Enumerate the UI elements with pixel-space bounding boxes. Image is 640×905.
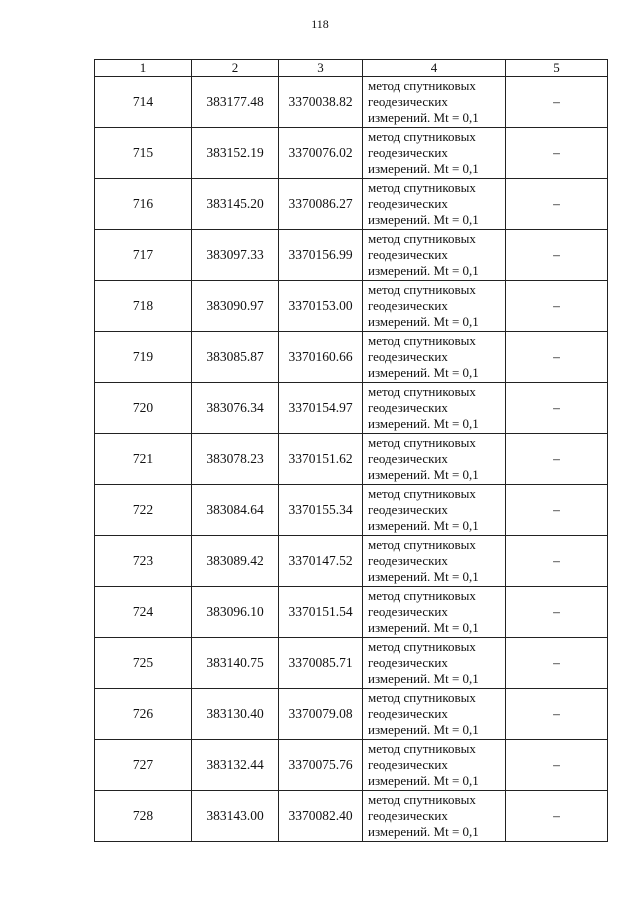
column-5-cell: – [506,485,608,536]
y-coordinate-cell: 3370151.62 [279,434,363,485]
method-line: геодезических [368,757,448,772]
method-line: геодезических [368,196,448,211]
column-5-cell: – [506,281,608,332]
column-5-cell: – [506,383,608,434]
method-line: метод спутниковых [368,384,476,399]
table-row [95,128,608,179]
x-coordinate-cell: 383089.42 [192,536,279,587]
y-coordinate-cell: 3370154.97 [279,383,363,434]
column-5-cell: – [506,740,608,791]
method-line: измерений. Mt = 0,1 [368,263,479,278]
method-line: геодезических [368,94,448,109]
point-number-cell: 721 [95,434,192,485]
table-row [95,77,608,128]
method-line: метод спутниковых [368,231,476,246]
method-line: геодезических [368,145,448,160]
method-line: геодезических [368,553,448,568]
method-line: метод спутниковых [368,486,476,501]
page-number: 118 [311,17,329,31]
x-coordinate-cell: 383143.00 [192,791,279,842]
point-number-cell: 726 [95,689,192,740]
table-body [95,77,608,842]
method-cell [363,230,506,281]
x-coordinate-cell: 383132.44 [192,740,279,791]
method-line: измерений. Mt = 0,1 [368,110,479,125]
method-line: измерений. Mt = 0,1 [368,569,479,584]
method-line: измерений. Mt = 0,1 [368,416,479,431]
method-line: метод спутниковых [368,588,476,603]
table-row [95,179,608,230]
method-line: геодезических [368,655,448,670]
method-line: измерений. Mt = 0,1 [368,467,479,482]
method-line: геодезических [368,706,448,721]
method-cell [363,383,506,434]
method-line: измерений. Mt = 0,1 [368,365,479,380]
method-line: метод спутниковых [368,78,476,93]
method-cell [363,587,506,638]
point-number-cell: 725 [95,638,192,689]
x-coordinate-cell: 383130.40 [192,689,279,740]
header-cell-3: 3 [279,60,363,77]
method-line: измерений. Mt = 0,1 [368,620,479,635]
y-coordinate-cell: 3370075.76 [279,740,363,791]
method-line: геодезических [368,808,448,823]
point-number-cell: 728 [95,791,192,842]
method-line: измерений. Mt = 0,1 [368,824,479,839]
method-cell [363,485,506,536]
y-coordinate-cell: 3370155.34 [279,485,363,536]
point-number-cell: 717 [95,230,192,281]
method-cell [363,740,506,791]
column-5-cell: – [506,179,608,230]
x-coordinate-cell: 383177.48 [192,77,279,128]
method-line: измерений. Mt = 0,1 [368,773,479,788]
y-coordinate-cell: 3370147.52 [279,536,363,587]
x-coordinate-cell: 383090.97 [192,281,279,332]
column-5-cell: – [506,128,608,179]
table-row [95,536,608,587]
method-line: геодезических [368,349,448,364]
column-5-cell: – [506,689,608,740]
method-line: геодезических [368,604,448,619]
x-coordinate-cell: 383152.19 [192,128,279,179]
coordinates-table [94,59,608,842]
column-5-cell: – [506,536,608,587]
table-row [95,332,608,383]
table-row [95,434,608,485]
table-row [95,740,608,791]
table-row [95,281,608,332]
header-cell-5: 5 [506,60,608,77]
column-5-cell: – [506,587,608,638]
y-coordinate-cell: 3370085.71 [279,638,363,689]
column-5-cell: – [506,230,608,281]
method-line: метод спутниковых [368,333,476,348]
column-5-cell: – [506,791,608,842]
y-coordinate-cell: 3370160.66 [279,332,363,383]
method-line: метод спутниковых [368,537,476,552]
y-coordinate-cell: 3370079.08 [279,689,363,740]
y-coordinate-cell: 3370082.40 [279,791,363,842]
point-number-cell: 715 [95,128,192,179]
y-coordinate-cell: 3370038.82 [279,77,363,128]
column-5-cell: – [506,638,608,689]
method-line: геодезических [368,247,448,262]
column-5-cell: – [506,332,608,383]
method-line: геодезических [368,400,448,415]
table-row [95,230,608,281]
y-coordinate-cell: 3370153.00 [279,281,363,332]
y-coordinate-cell: 3370156.99 [279,230,363,281]
point-number-cell: 718 [95,281,192,332]
method-cell [363,689,506,740]
header-cell-1: 1 [95,60,192,77]
method-line: метод спутниковых [368,792,476,807]
x-coordinate-cell: 383097.33 [192,230,279,281]
method-line: измерений. Mt = 0,1 [368,722,479,737]
x-coordinate-cell: 383096.10 [192,587,279,638]
method-line: геодезических [368,502,448,517]
x-coordinate-cell: 383085.87 [192,332,279,383]
point-number-cell: 720 [95,383,192,434]
method-line: метод спутниковых [368,129,476,144]
table-row [95,638,608,689]
column-5-cell: – [506,77,608,128]
x-coordinate-cell: 383076.34 [192,383,279,434]
point-number-cell: 719 [95,332,192,383]
header-cell-4: 4 [363,60,506,77]
method-cell [363,128,506,179]
table-row [95,587,608,638]
point-number-cell: 724 [95,587,192,638]
y-coordinate-cell: 3370086.27 [279,179,363,230]
method-line: измерений. Mt = 0,1 [368,212,479,227]
table-row [95,383,608,434]
method-line: измерений. Mt = 0,1 [368,518,479,533]
method-line: измерений. Mt = 0,1 [368,161,479,176]
method-cell [363,434,506,485]
table-row [95,689,608,740]
point-number-cell: 714 [95,77,192,128]
x-coordinate-cell: 383084.64 [192,485,279,536]
method-cell [363,179,506,230]
method-cell [363,332,506,383]
y-coordinate-cell: 3370076.02 [279,128,363,179]
method-cell [363,536,506,587]
method-line: геодезических [368,298,448,313]
method-line: метод спутниковых [368,282,476,297]
y-coordinate-cell: 3370151.54 [279,587,363,638]
x-coordinate-cell: 383078.23 [192,434,279,485]
method-line: метод спутниковых [368,690,476,705]
method-line: измерений. Mt = 0,1 [368,671,479,686]
point-number-cell: 723 [95,536,192,587]
table-header-row [95,60,608,77]
method-cell [363,791,506,842]
method-cell [363,77,506,128]
point-number-cell: 727 [95,740,192,791]
method-line: метод спутниковых [368,741,476,756]
header-cell-2: 2 [192,60,279,77]
method-line: метод спутниковых [368,180,476,195]
x-coordinate-cell: 383140.75 [192,638,279,689]
method-cell [363,281,506,332]
method-line: метод спутниковых [368,639,476,654]
method-line: геодезических [368,451,448,466]
point-number-cell: 716 [95,179,192,230]
x-coordinate-cell: 383145.20 [192,179,279,230]
method-cell [363,638,506,689]
method-line: метод спутниковых [368,435,476,450]
table-row [95,791,608,842]
column-5-cell: – [506,434,608,485]
method-line: измерений. Mt = 0,1 [368,314,479,329]
point-number-cell: 722 [95,485,192,536]
table-row [95,485,608,536]
